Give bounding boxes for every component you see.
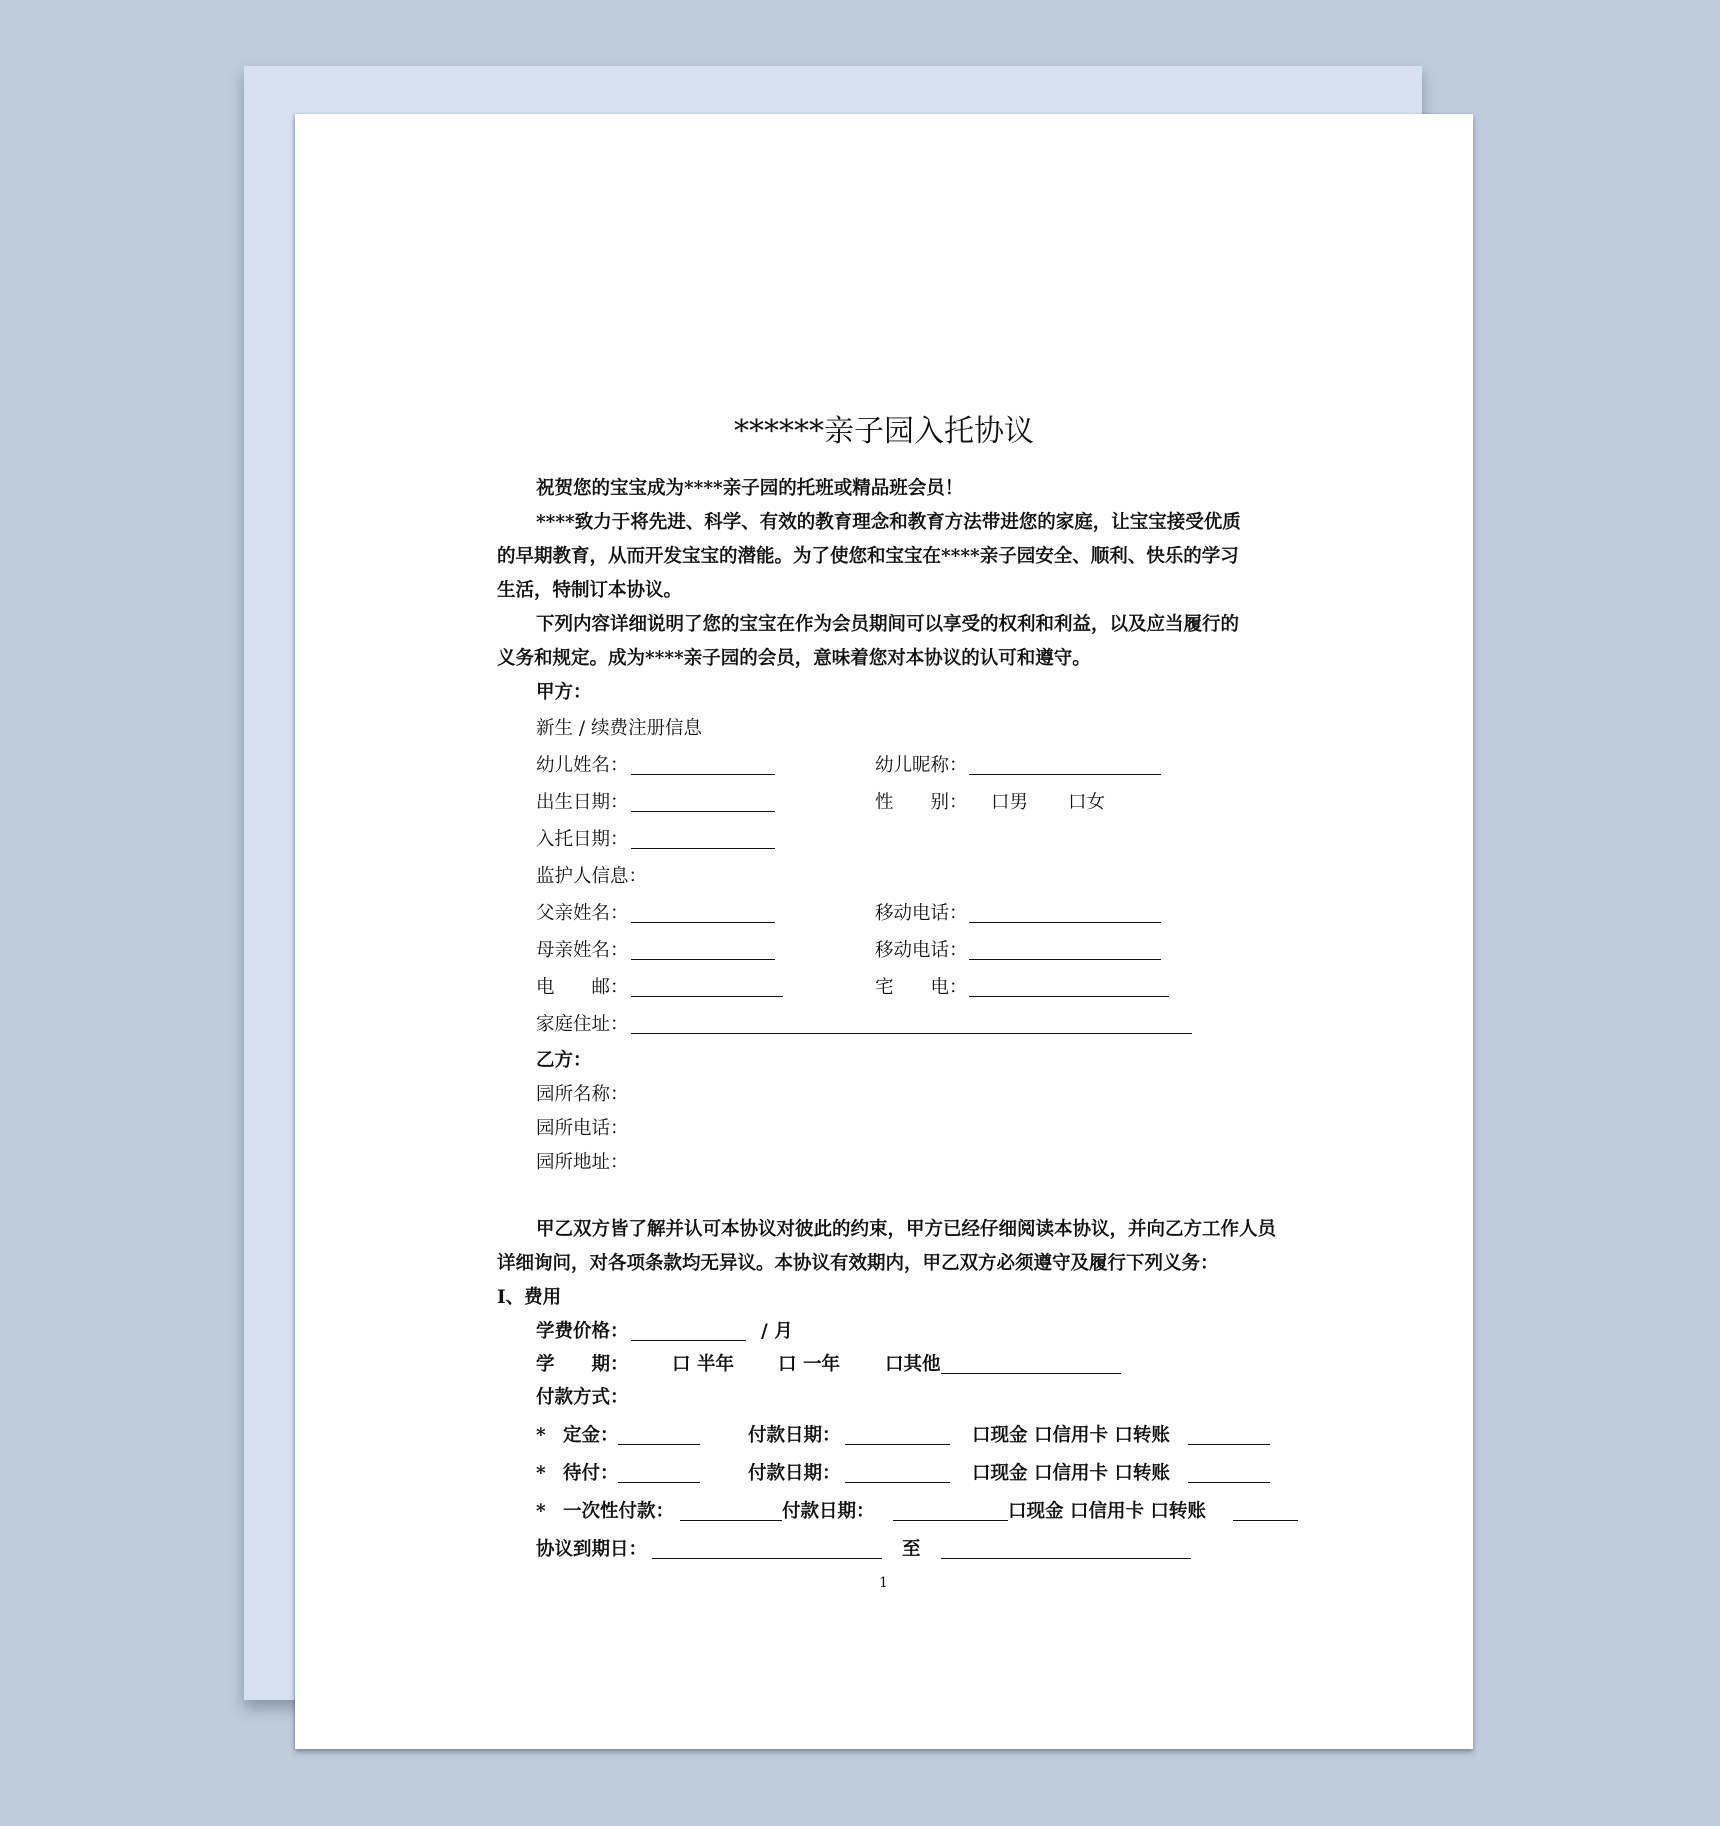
guardian-heading: 监护人信息： xyxy=(536,866,648,887)
deposit-date-field[interactable] xyxy=(845,1444,950,1445)
intro-para2-line2: 的早期教育，从而开发宝宝的潜能。为了使您和宝宝在****亲子园安全、顺利、快乐的学习 xyxy=(497,546,1239,567)
deposit-date-label: 付款日期： xyxy=(748,1425,841,1446)
intro-para3-line1: 下列内容详细说明了您的宝宝在作为会员期间可以享受的权利和利益，以及应当履行的 xyxy=(536,614,1240,635)
party-a-heading: 甲方： xyxy=(536,682,592,703)
pending-date-field[interactable] xyxy=(845,1482,950,1483)
page-number: 1 xyxy=(879,1575,888,1591)
term-one-year-checkbox[interactable]: 口 一年 xyxy=(778,1354,840,1375)
gender-male-checkbox[interactable]: 口男 xyxy=(991,792,1029,813)
lump-sum-bullet: * xyxy=(536,1501,546,1522)
lump-sum-date-field[interactable] xyxy=(893,1520,1008,1521)
expiry-to-label: 至 xyxy=(902,1539,921,1560)
document-page xyxy=(295,114,1473,1749)
enroll-date-field[interactable] xyxy=(631,848,775,849)
home-address-field[interactable] xyxy=(631,1033,1192,1034)
deposit-label: 定金： xyxy=(563,1425,619,1446)
kindergarten-phone-label: 园所电话： xyxy=(536,1118,629,1139)
mother-name-field[interactable] xyxy=(631,959,775,960)
expiry-end-field[interactable] xyxy=(941,1558,1191,1559)
home-phone-field[interactable] xyxy=(969,996,1169,997)
child-name-label: 幼儿姓名： xyxy=(536,755,629,776)
child-nickname-label: 幼儿昵称： xyxy=(875,755,968,776)
mother-name-label: 母亲姓名： xyxy=(536,940,629,961)
term-other-checkbox[interactable]: 口其他 xyxy=(885,1354,941,1375)
lump-sum-amount-field[interactable] xyxy=(680,1520,782,1521)
tuition-unit: / 月 xyxy=(761,1321,793,1342)
father-name-label: 父亲姓名： xyxy=(536,903,629,924)
tuition-field[interactable] xyxy=(631,1340,746,1341)
term-half-year-checkbox[interactable]: 口 半年 xyxy=(672,1354,734,1375)
email-field[interactable] xyxy=(631,996,783,997)
lump-sum-transfer-field[interactable] xyxy=(1233,1520,1298,1521)
pending-date-label: 付款日期： xyxy=(748,1463,841,1484)
birth-date-field[interactable] xyxy=(631,811,775,812)
kindergarten-address-label: 园所地址： xyxy=(536,1152,629,1173)
intro-greeting: 祝贺您的宝宝成为****亲子园的托班或精品班会员！ xyxy=(536,478,964,499)
pending-payment-options[interactable]: 口现金 口信用卡 口转账 xyxy=(972,1463,1170,1484)
lump-sum-date-label: 付款日期： xyxy=(782,1501,875,1522)
lump-sum-label: 一次性付款： xyxy=(563,1501,675,1522)
fees-section-heading: Ⅰ、费用 xyxy=(497,1287,562,1308)
gender-female-checkbox[interactable]: 口女 xyxy=(1068,792,1106,813)
deposit-bullet: * xyxy=(536,1425,546,1446)
pending-transfer-field[interactable] xyxy=(1188,1482,1270,1483)
expiry-start-field[interactable] xyxy=(652,1558,882,1559)
tuition-label: 学费价格： xyxy=(536,1321,629,1342)
child-name-field[interactable] xyxy=(631,774,775,775)
party-b-heading: 乙方： xyxy=(536,1050,592,1071)
deposit-transfer-field[interactable] xyxy=(1188,1444,1270,1445)
term-other-field[interactable] xyxy=(941,1373,1121,1374)
expiry-label: 协议到期日： xyxy=(536,1539,648,1560)
father-mobile-label: 移动电话： xyxy=(875,903,968,924)
term-label: 学 期： xyxy=(536,1354,629,1375)
father-name-field[interactable] xyxy=(631,922,775,923)
pending-amount-field[interactable] xyxy=(618,1482,700,1483)
mother-mobile-field[interactable] xyxy=(969,959,1161,960)
mother-mobile-label: 移动电话： xyxy=(875,940,968,961)
lump-sum-payment-options[interactable]: 口现金 口信用卡 口转账 xyxy=(1008,1501,1206,1522)
payment-method-label: 付款方式： xyxy=(536,1387,629,1408)
registration-subheading: 新生 / 续费注册信息 xyxy=(536,718,702,739)
child-nickname-field[interactable] xyxy=(969,774,1161,775)
intro-para3-line2: 义务和规定。成为****亲子园的会员，意味着您对本协议的认可和遵守。 xyxy=(497,648,1091,669)
home-phone-label: 宅 电： xyxy=(875,977,968,998)
pending-bullet: * xyxy=(536,1463,546,1484)
birth-date-label: 出生日期： xyxy=(536,792,629,813)
enroll-date-label: 入托日期： xyxy=(536,829,629,850)
father-mobile-field[interactable] xyxy=(969,922,1161,923)
kindergarten-name-label: 园所名称： xyxy=(536,1084,629,1105)
intro-para2-line3: 生活，特制订本协议。 xyxy=(497,580,683,601)
agreement-line1: 甲乙双方皆了解并认可本协议对彼此的约束，甲方已经仔细阅读本协议，并向乙方工作人员 xyxy=(536,1219,1277,1240)
intro-para2-line1: ****致力于将先进、科学、有效的教育理念和教育方法带进您的家庭，让宝宝接受优质 xyxy=(536,512,1241,533)
pending-label: 待付： xyxy=(563,1463,619,1484)
home-address-label: 家庭住址： xyxy=(536,1014,629,1035)
agreement-line2: 详细询问，对各项条款均无异议。本协议有效期内，甲乙双方必须遵守及履行下列义务： xyxy=(497,1253,1219,1274)
document-title: ******亲子园入托协议 xyxy=(734,414,1034,449)
deposit-amount-field[interactable] xyxy=(618,1444,700,1445)
email-label: 电 邮： xyxy=(536,977,629,998)
deposit-payment-options[interactable]: 口现金 口信用卡 口转账 xyxy=(972,1425,1170,1446)
gender-label: 性 别： xyxy=(875,792,968,813)
